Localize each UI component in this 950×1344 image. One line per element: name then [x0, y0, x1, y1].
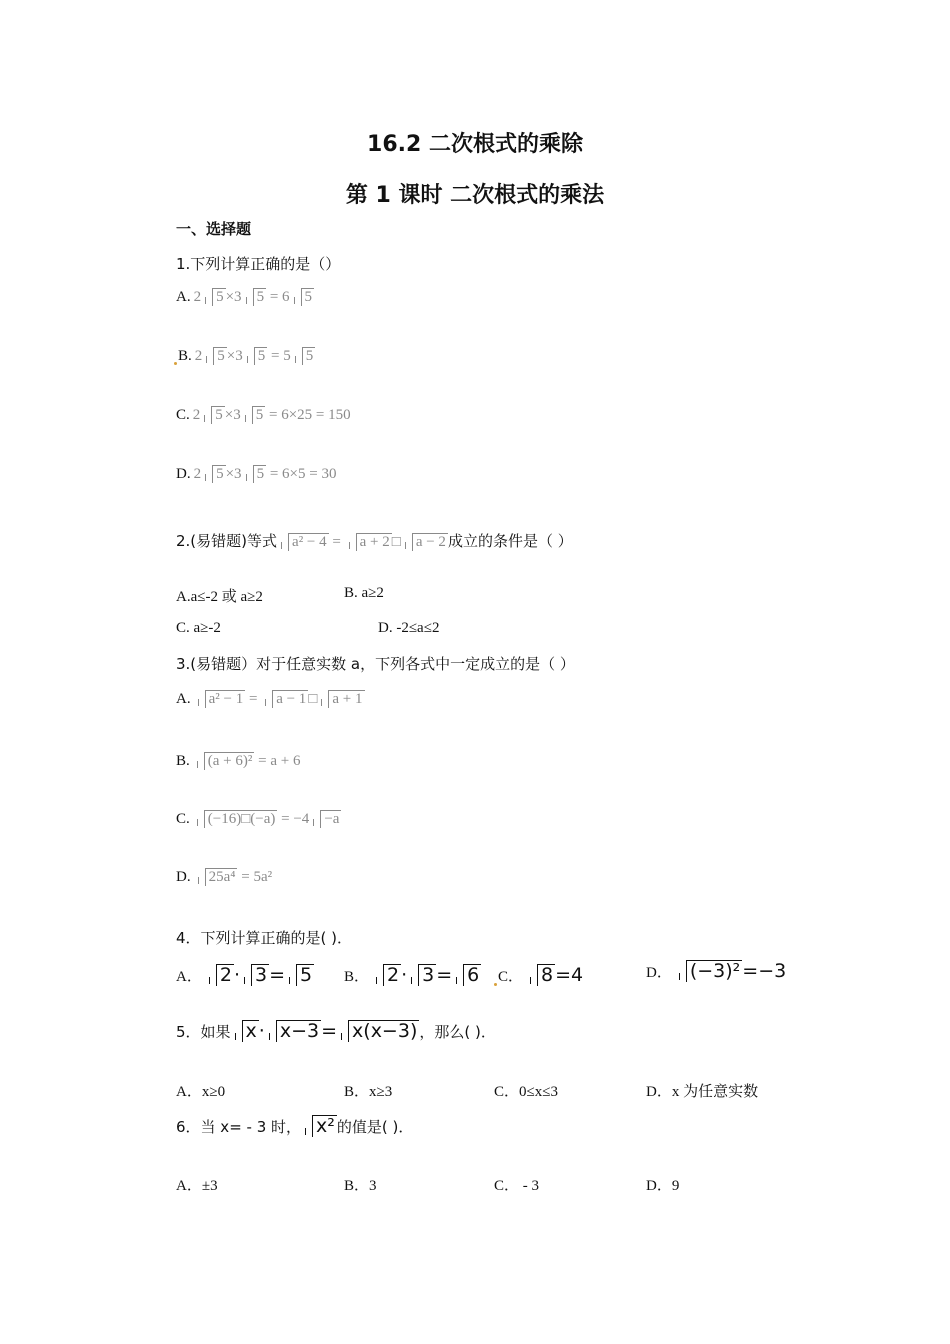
question-4-option-d	[646, 960, 786, 982]
question-6-option-b: B．3	[344, 1178, 377, 1194]
option-formula: (−16)□(−a) = −4 −a	[193, 811, 342, 827]
page-title: 16.2 二次根式的乘除	[367, 132, 583, 157]
option-label: B.	[176, 753, 190, 769]
question-1-option-c	[176, 406, 351, 424]
page-subtitle: 第 1 课时 二次根式的乘法	[345, 183, 605, 208]
question-5-formula: x · x−3 = x(x−3)	[231, 1020, 420, 1042]
option-label: D.	[176, 869, 191, 885]
question-1-stem: 1.下列计算正确的是（）	[176, 255, 341, 273]
question-5-option-a: A．x≥0	[176, 1084, 226, 1100]
question-2-option-a: A.a≤-2 或 a≥2	[176, 589, 263, 605]
option-label: B．	[344, 969, 370, 985]
section-heading: 一、选择题	[176, 220, 252, 238]
option-formula: a² − 1 = a − 1 □ a + 1	[194, 691, 365, 707]
sqrt-5: 5	[201, 288, 226, 306]
question-2-option-d: D. -2≤a≤2	[378, 620, 440, 636]
question-6-stem: 6．当 x= - 3 时， x² 的值是( )．	[176, 1115, 414, 1137]
option-formula: 2 · 3 = 5	[205, 964, 314, 986]
question-2-formula: a² − 4 = a + 2 □ a − 2	[277, 534, 448, 550]
option-label: C．	[498, 969, 524, 985]
option-label: A．	[176, 969, 202, 985]
question-3-option-a	[176, 690, 365, 708]
option-formula: 8 =4	[526, 964, 583, 986]
option-label: B.	[178, 348, 192, 364]
option-label: C.	[176, 811, 190, 827]
option-formula: 25a⁴ = 5a²	[194, 869, 273, 885]
option-label: A.	[176, 289, 191, 305]
question-5-option-b: B．x≥3	[344, 1084, 393, 1100]
question-3-option-d	[176, 868, 272, 886]
option-formula: (−3)² =−3	[675, 960, 786, 982]
option-formula: (a + 6)² = a + 6	[193, 753, 301, 769]
question-6-formula: x²	[301, 1115, 337, 1137]
question-6-option-d: D．9	[646, 1178, 680, 1194]
option-formula: 2 5 ×3 5 = 5 5	[194, 348, 314, 364]
option-formula: 2 5 ×3 5 = 6 5	[193, 289, 313, 305]
question-6-option-a: A．±3	[176, 1178, 218, 1194]
question-5-option-c: C．0≤x≤3	[494, 1084, 558, 1100]
option-formula: 2 · 3 = 6	[372, 964, 481, 986]
option-label: D．	[646, 965, 672, 981]
question-4-option-a	[176, 964, 314, 986]
question-2-option-c: C. a≥-2	[176, 620, 221, 636]
question-1-option-d	[176, 465, 336, 483]
option-formula: 2 5 ×3 5 = 6×5 = 30	[193, 466, 337, 482]
question-1-option-b	[174, 347, 315, 365]
option-label: A.	[176, 691, 191, 707]
question-1-option-a	[176, 288, 314, 306]
question-5-option-d: D．x 为任意实数	[646, 1084, 759, 1100]
question-3-option-c	[176, 810, 341, 828]
question-4-stem: 4．下列计算正确的是( )．	[176, 929, 353, 947]
question-3-stem: 3.(易错题）对于任意实数 a，下列各式中一定成立的是（ ）	[176, 655, 575, 673]
question-6-option-c: C． - 3	[494, 1178, 540, 1194]
edit-mark	[494, 983, 497, 986]
question-3-option-b	[176, 752, 300, 770]
edit-mark	[174, 362, 177, 365]
question-4-option-b	[344, 964, 481, 986]
question-2-option-b: B. a≥2	[344, 585, 384, 601]
question-4-option-c	[494, 964, 583, 986]
option-formula: 2 5 ×3 5 = 6×25 = 150	[192, 407, 351, 423]
option-label: C.	[176, 407, 190, 423]
option-label: D.	[176, 466, 191, 482]
question-2-stem: 2.(易错题)等式 a² − 4 = a + 2 □ a − 2 成立的条件是（ ）	[176, 532, 573, 550]
question-5-stem: 5．如果 x · x−3 = x(x−3) ，那么( )．	[176, 1020, 496, 1042]
